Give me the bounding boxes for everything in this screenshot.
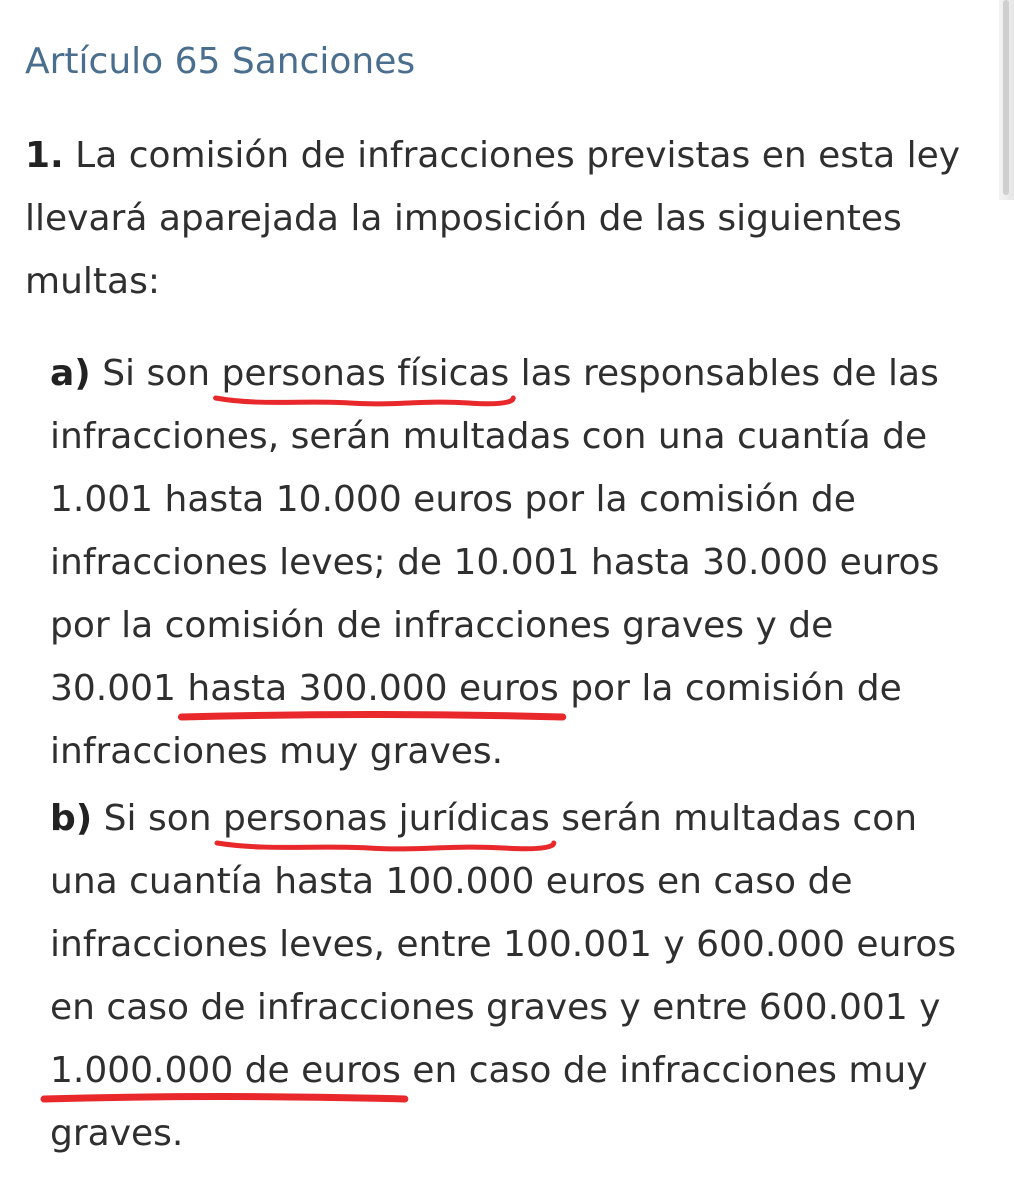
item-b-text: en caso de infracciones muy bbox=[400, 1050, 928, 1091]
highlight-1000000: 1.000.000 de euros bbox=[50, 1050, 401, 1091]
item-a-line-4: infracciones leves; de 10.001 hasta 30.000 euros bbox=[50, 542, 940, 583]
item-a bbox=[50, 342, 1000, 783]
item-a-line-3: 1.001 hasta 10.000 euros por la comisión de bbox=[50, 479, 856, 520]
highlight-personas-juridicas: personas jurídicas bbox=[223, 798, 550, 839]
paragraph-1-line-2: llevará aparejada la imposición de las siguientes bbox=[25, 198, 902, 239]
item-b-line-5 bbox=[50, 1039, 1000, 1102]
scrollbar[interactable] bbox=[999, 0, 1014, 200]
highlight-personas-fisicas: personas físicas bbox=[221, 353, 510, 394]
item-b-text: serán multadas con bbox=[549, 798, 918, 839]
item-b-line-4: en caso de infracciones graves y entre 600.001 y bbox=[50, 987, 941, 1028]
item-b-line-1 bbox=[50, 787, 1000, 850]
item-a-text: 30.001 bbox=[50, 668, 188, 709]
item-b-text: Si son bbox=[92, 798, 224, 839]
highlight-hasta-300000: hasta 300.000 euros bbox=[187, 668, 559, 709]
item-b bbox=[50, 787, 1000, 1165]
scrollbar-thumb[interactable] bbox=[1003, 0, 1009, 195]
paragraph-1-line-3: multas: bbox=[25, 261, 160, 302]
item-a-text: Si son bbox=[90, 353, 222, 394]
item-b-line-6: graves. bbox=[50, 1113, 184, 1154]
paragraph-number: 1. bbox=[25, 135, 64, 176]
item-b-line-2: una cuantía hasta 100.000 euros en caso de bbox=[50, 861, 853, 902]
paragraph-1-line-1 bbox=[25, 124, 995, 187]
item-a-label: a) bbox=[50, 353, 91, 394]
item-b-line-3: infracciones leves, entre 100.001 y 600.000 euros bbox=[50, 924, 957, 965]
item-a-line-6 bbox=[50, 657, 1000, 720]
item-a-text: las responsables de las bbox=[509, 353, 939, 394]
item-a-line-5: por la comisión de infracciones graves y de bbox=[50, 605, 834, 646]
item-b-label: b) bbox=[50, 798, 93, 839]
paragraph-1 bbox=[25, 124, 995, 313]
item-a-text: por la comisión de bbox=[558, 668, 902, 709]
item-a-line-2: infracciones, serán multadas con una cuantía de bbox=[50, 416, 928, 457]
article-title: Artículo 65 Sanciones bbox=[25, 41, 416, 82]
paragraph-1-text-1: La comisión de infracciones previstas en esta ley bbox=[63, 135, 961, 176]
item-a-line-1 bbox=[50, 342, 1000, 405]
item-a-line-7: infracciones muy graves. bbox=[50, 731, 504, 772]
